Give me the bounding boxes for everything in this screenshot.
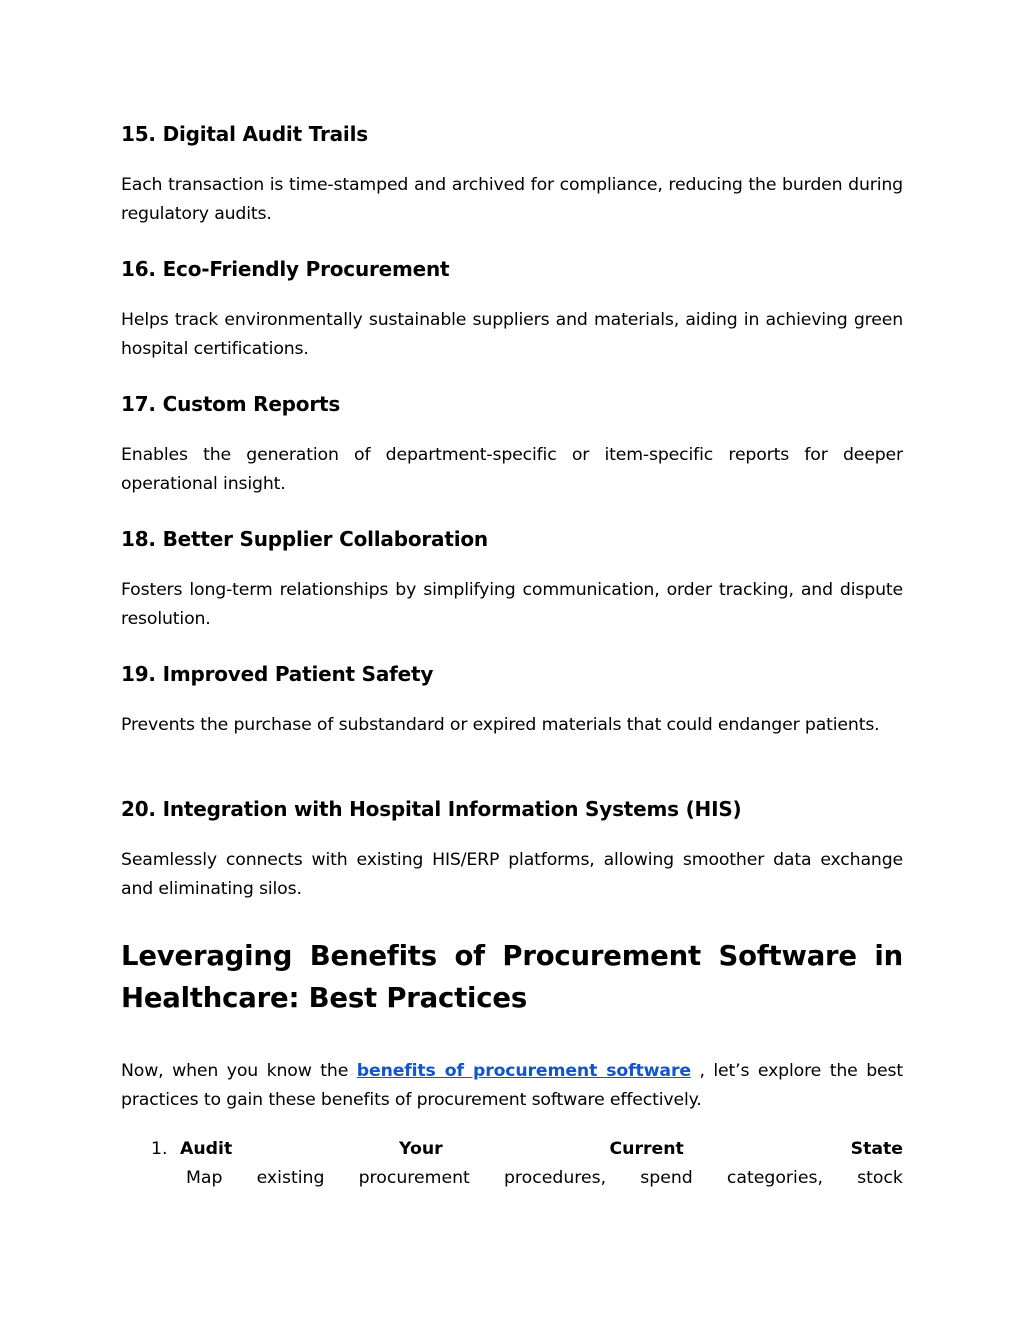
desc-word: spend <box>640 1168 693 1188</box>
best-practices-section <box>121 935 903 1019</box>
best-practices-title: Leveraging Benefits of Procurement Software in Healthcare: Best Practices <box>121 940 903 1014</box>
title-word: Current <box>609 1139 684 1159</box>
benefit-heading: 19. Improved Patient Safety <box>121 662 434 686</box>
intro-text-before: Now, when you know the <box>121 1061 357 1081</box>
list-item-description <box>186 1164 903 1193</box>
desc-word: stock <box>857 1168 903 1188</box>
benefit-heading: 20. Integration with Hospital Information Systems (HIS) <box>121 797 742 821</box>
list-number: 1. <box>151 1139 168 1159</box>
benefit-text: Each transaction is time-stamped and archived for compliance, reducing the burden during regulatory audits. <box>121 175 903 224</box>
title-word: Audit <box>180 1139 233 1159</box>
benefit-heading: 17. Custom Reports <box>121 392 341 416</box>
benefit-section <box>121 390 903 499</box>
list-item-title <box>180 1135 903 1164</box>
intro-text-after: , let’s explore the best practices to gain these benefits of procurement software effectively. <box>121 1061 903 1110</box>
benefit-heading: 16. Eco-Friendly Procurement <box>121 257 450 281</box>
benefit-text: Fosters long-term relationships by simplifying communication, order tracking, and dispute resolution. <box>121 580 903 629</box>
benefit-heading: 15. Digital Audit Trails <box>121 122 368 146</box>
intro-paragraph <box>121 1057 903 1115</box>
benefit-text: Helps track environmentally sustainable suppliers and materials, aiding in achieving green hospital certifications. <box>121 310 903 359</box>
desc-word: existing <box>256 1168 325 1188</box>
benefit-text: Enables the generation of department-specific or item-specific reports for deeper operational insight. <box>121 445 903 494</box>
title-word: State <box>850 1139 903 1159</box>
intro-section <box>121 1057 903 1115</box>
benefit-heading: 18. Better Supplier Collaboration <box>121 527 488 551</box>
benefit-text: Seamlessly connects with existing HIS/ERP platforms, allowing smoother data exchange and eliminating silos. <box>121 850 903 899</box>
desc-word: categories, <box>726 1168 823 1188</box>
benefit-text: Prevents the purchase of substandard or expired materials that could endanger patients. <box>121 715 880 735</box>
benefit-section <box>121 660 903 740</box>
benefit-section <box>121 120 903 229</box>
desc-word: Map <box>186 1168 223 1188</box>
title-word: Your <box>399 1139 443 1159</box>
benefit-section <box>121 255 903 364</box>
benefit-section <box>121 525 903 634</box>
benefit-section <box>121 795 903 904</box>
benefits-link[interactable]: benefits of procurement software <box>356 1061 691 1081</box>
desc-word: procurement <box>358 1168 470 1188</box>
desc-word: procedures, <box>503 1168 607 1188</box>
